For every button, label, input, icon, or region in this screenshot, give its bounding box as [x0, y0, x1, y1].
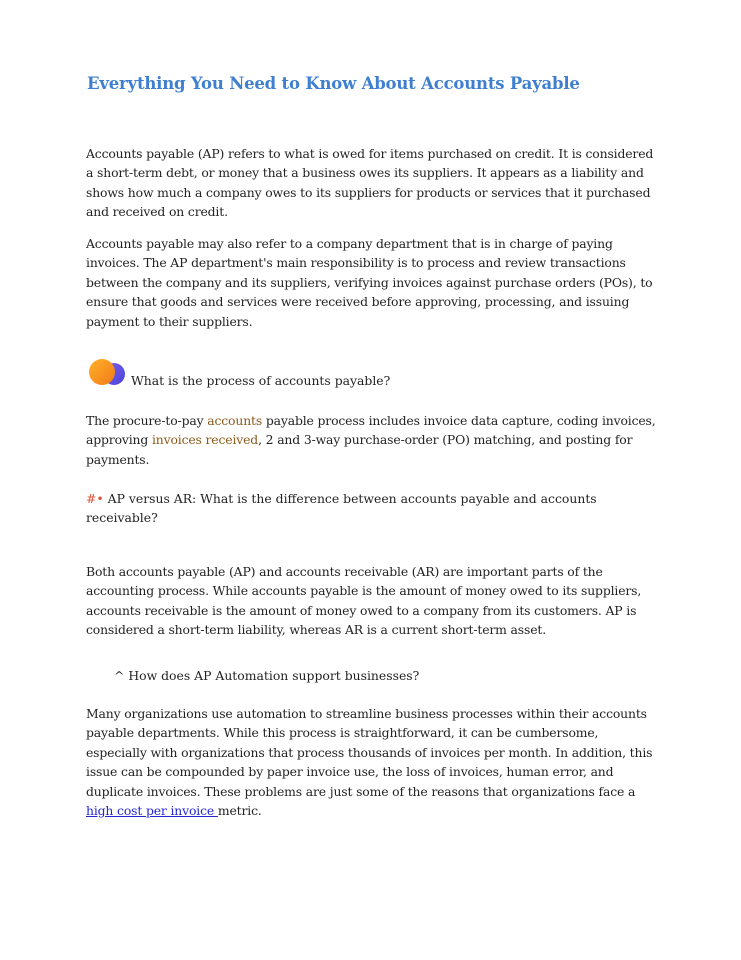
accent-invoices-received: invoices received — [151, 432, 259, 448]
heading-process-row — [88, 357, 390, 387]
high-cost-per-invoice-link[interactable]: high cost per invoice — [86, 803, 218, 819]
paragraph3-text-1: The procure-to-pay — [86, 413, 208, 428]
heading-ap-vs-ar-text: AP versus AR: What is the difference between accounts payable and accounts receivable? — [86, 491, 597, 526]
heading-ap-automation: ^ How does AP Automation support businesses? — [114, 668, 420, 683]
paragraph-ap-definition: Accounts payable (AP) refers to what is owed for items purchased on credit. It is considered a short-term debt, or money that a business owes its suppliers. It appears as a liability and shows how much a company owes to its suppliers for products or services that it purchased and received on credit. — [86, 146, 654, 220]
paragraph-ap-ar-comparison: Both accounts payable (AP) and accounts receivable (AR) are important parts of the accounting process. While accounts payable is the amount of money owed to its suppliers, accounts receivable is the amount of money owed to a company from its customers. AP is considered a short-term liability, whereas AR is a current short-term asset. — [86, 564, 642, 638]
paragraph5-text: Many organizations use automation to streamline business processes within their accounts payable departments. While this process is straightforward, it can be cumbersome, especially with organizations that process thousands of invoices per month. In addition, this issue can be compounded by paper invoice use, the loss of invoices, human error, and duplicate invoices. These problems are just some of the reasons that organizations face a — [86, 706, 653, 799]
hash-bullet-icon: #• — [86, 491, 104, 506]
heading-process: What is the process of accounts payable? — [131, 373, 391, 388]
paragraph3-text-2: payable process includes invoice data capture, coding invoices, approving — [86, 413, 656, 448]
logo-icon — [88, 357, 128, 387]
paragraph-ap-department: Accounts payable may also refer to a company department that is in charge of paying invoices. The AP department's main responsibility is to process and review transactions between the company and its suppliers, verifying invoices against purchase orders (POs), to ensure that goods and services were received before approving, processing, and issuing payment to their suppliers. — [86, 236, 653, 329]
accent-accounts: accounts — [207, 413, 263, 428]
page-title: Everything You Need to Know About Accounts Payable — [87, 74, 580, 93]
heading-ap-vs-ar — [86, 489, 606, 528]
paragraph-automation — [86, 704, 661, 820]
paragraph3-text-3: , 2 and 3-way purchase-order (PO) matching, and posting for payments. — [86, 432, 633, 467]
paragraph-procure-to-pay — [86, 411, 661, 469]
paragraph5-tail: metric. — [217, 803, 262, 819]
